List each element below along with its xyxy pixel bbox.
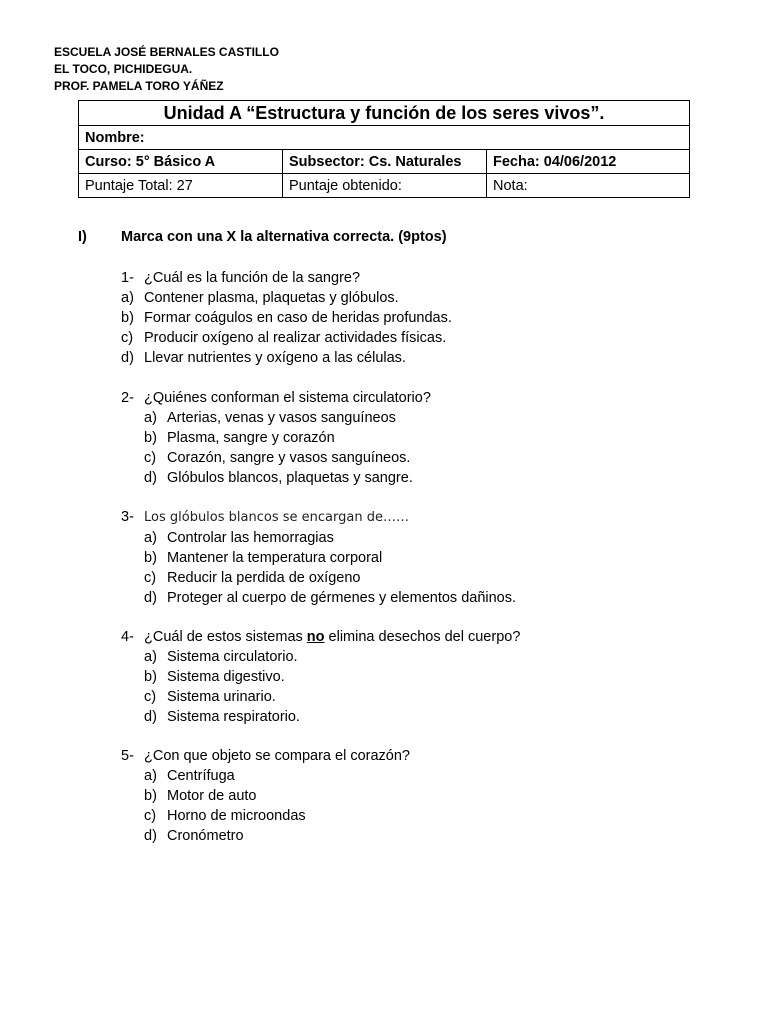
option-d[interactable]: [121, 588, 516, 608]
option-text: Controlar las hemorragias: [167, 530, 334, 546]
option-text: Llevar nutrientes y oxígeno a las células.: [144, 350, 406, 366]
exam-header-table: [78, 100, 690, 198]
option-letter: b): [144, 788, 157, 804]
option-letter: a): [144, 410, 157, 426]
option-letter: c): [121, 330, 134, 346]
total-score-cell: Puntaje Total: 27: [79, 174, 283, 198]
option-letter: a): [144, 649, 157, 665]
option-text: Horno de microondas: [167, 808, 306, 824]
option-b[interactable]: [121, 786, 410, 806]
school-location: EL TOCO, PICHIDEGUA.: [54, 62, 193, 76]
option-b[interactable]: [121, 428, 431, 448]
question-text-after: elimina desechos del cuerpo?: [324, 629, 521, 645]
question-text: ¿Con que objeto se compara el corazón?: [144, 748, 410, 764]
option-c[interactable]: [121, 568, 516, 588]
question-2: [121, 388, 431, 488]
question-text-emphasis: no: [306, 629, 325, 645]
question-text: Los glóbulos blancos se encargan de……: [144, 510, 409, 525]
option-d[interactable]: [121, 826, 410, 846]
option-text: Formar coágulos en caso de heridas profundas.: [144, 310, 452, 326]
option-text: Producir oxígeno al realizar actividades físicas.: [144, 330, 447, 346]
option-text: Motor de auto: [167, 788, 257, 804]
option-d[interactable]: [121, 468, 431, 488]
option-c[interactable]: [121, 806, 410, 826]
option-text: Plasma, sangre y corazón: [167, 430, 335, 446]
option-letter: d): [144, 590, 157, 606]
question-5: [121, 746, 410, 846]
option-letter: b): [144, 430, 157, 446]
grade-field[interactable]: Nota:: [487, 174, 690, 198]
option-letter: b): [144, 669, 157, 685]
option-text: Mantener la temperatura corporal: [167, 550, 383, 566]
option-a[interactable]: [121, 288, 452, 308]
option-text: Cronómetro: [167, 828, 244, 844]
question-text: ¿Cuál es la función de la sangre?: [144, 270, 361, 286]
option-text: Arterias, venas y vasos sanguíneos: [167, 410, 396, 426]
question-number: 1-: [121, 270, 134, 286]
school-name: ESCUELA JOSÉ BERNALES CASTILLO: [54, 45, 279, 59]
option-text: Glóbulos blancos, plaquetas y sangre.: [167, 470, 413, 486]
teacher-name: PROF. PAMELA TORO YÁÑEZ: [54, 79, 224, 93]
obtained-score-field[interactable]: Puntaje obtenido:: [283, 174, 487, 198]
question-number: 4-: [121, 629, 134, 645]
exam-title: Unidad A “Estructura y función de los seres vivos”.: [79, 101, 690, 126]
course-cell: Curso: 5° Básico A: [79, 150, 283, 174]
option-letter: d): [144, 709, 157, 725]
option-d[interactable]: [121, 707, 520, 727]
option-c[interactable]: [121, 328, 452, 348]
option-text: Sistema digestivo.: [167, 669, 285, 685]
option-letter: d): [144, 470, 157, 486]
option-a[interactable]: [121, 766, 410, 786]
question-3: [121, 507, 516, 608]
option-letter: a): [144, 530, 157, 546]
option-text: Sistema circulatorio.: [167, 649, 298, 665]
question-4: [121, 627, 520, 727]
option-text: Reducir la perdida de oxígeno: [167, 570, 361, 586]
option-a[interactable]: [121, 528, 516, 548]
option-b[interactable]: [121, 548, 516, 568]
option-letter: c): [144, 450, 157, 466]
option-d[interactable]: [121, 348, 452, 368]
option-c[interactable]: [121, 687, 520, 707]
date-cell: Fecha: 04/06/2012: [487, 150, 690, 174]
option-a[interactable]: [121, 408, 431, 428]
question-number: 3-: [121, 509, 134, 525]
subject-cell: Subsector: Cs. Naturales: [283, 150, 487, 174]
name-field[interactable]: Nombre:: [79, 126, 690, 150]
option-letter: b): [121, 310, 134, 326]
section-heading: [78, 229, 447, 245]
option-letter: d): [121, 350, 134, 366]
option-a[interactable]: [121, 647, 520, 667]
section-instruction: Marca con una X la alternativa correcta. (9ptos): [121, 229, 447, 245]
option-letter: c): [144, 570, 157, 586]
option-letter: d): [144, 828, 157, 844]
option-c[interactable]: [121, 448, 431, 468]
option-letter: a): [144, 768, 157, 784]
question-text: ¿Quiénes conforman el sistema circulatorio?: [144, 390, 431, 406]
option-letter: a): [121, 290, 134, 306]
option-text: Sistema urinario.: [167, 689, 276, 705]
option-text: Corazón, sangre y vasos sanguíneos.: [167, 450, 411, 466]
option-b[interactable]: [121, 308, 452, 328]
school-header: [54, 44, 279, 95]
section-numeral: I): [78, 229, 87, 245]
option-text: Sistema respiratorio.: [167, 709, 300, 725]
option-letter: b): [144, 550, 157, 566]
question-number: 5-: [121, 748, 134, 764]
option-letter: c): [144, 808, 157, 824]
option-text: Proteger al cuerpo de gérmenes y elementos dañinos.: [167, 590, 517, 606]
question-number: 2-: [121, 390, 134, 406]
question-1: [121, 268, 452, 368]
option-letter: c): [144, 689, 157, 705]
option-text: Contener plasma, plaquetas y glóbulos.: [144, 290, 399, 306]
option-b[interactable]: [121, 667, 520, 687]
question-text-before: ¿Cuál de estos sistemas: [144, 629, 307, 645]
option-text: Centrífuga: [167, 768, 235, 784]
